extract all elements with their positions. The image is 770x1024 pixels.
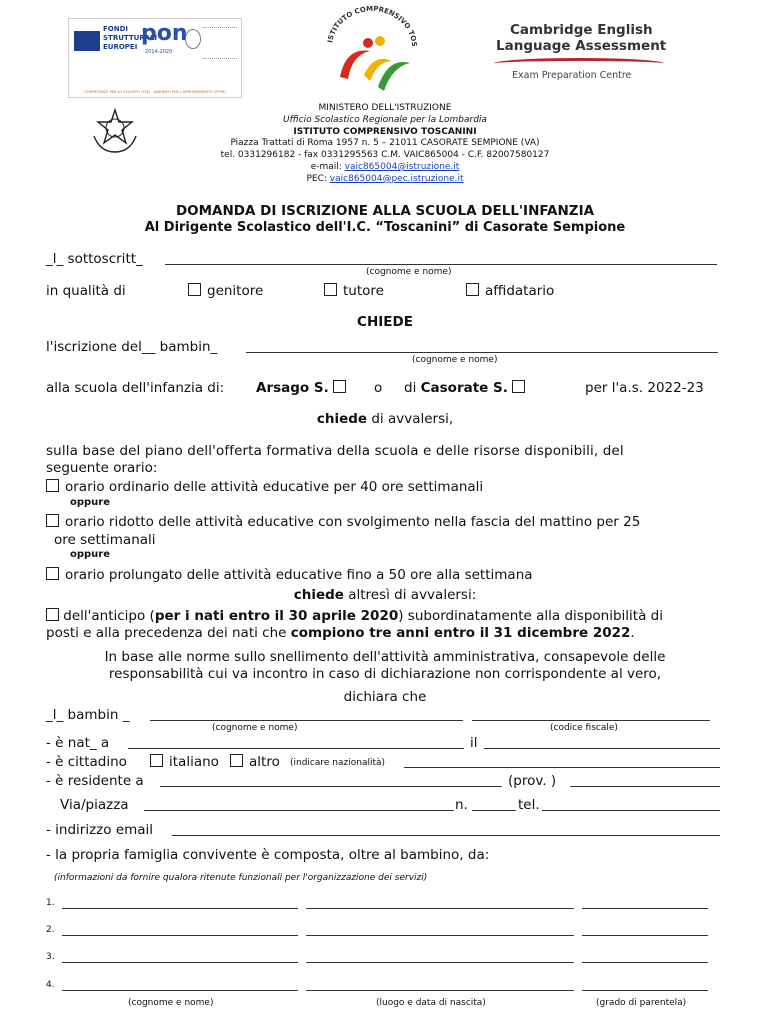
eu-funds-logo: [68, 18, 242, 98]
avail-line: [0, 411, 770, 427]
regional-office: Ufficio Scolastico Regionale per la Lombardia: [283, 114, 487, 125]
cambridge-subtitle: Exam Preparation Centre: [512, 70, 632, 81]
number-label: n.: [455, 797, 468, 813]
residence-field[interactable]: [160, 786, 502, 787]
early-line-2: [46, 625, 635, 641]
checkbox[interactable]: [324, 283, 337, 296]
option-label: affidatario: [485, 283, 555, 299]
requests-heading: CHIEDE: [357, 314, 413, 330]
oppure-label: oppure: [70, 497, 111, 508]
school-option-prefix: di: [404, 380, 421, 396]
family-row-number: 1.: [46, 898, 55, 908]
email-label: e-mail:: [310, 161, 345, 172]
resident-label: - è residente a: [46, 773, 144, 789]
citizen-hint: (indicare nazionalità): [290, 758, 386, 768]
early-text: .: [630, 625, 635, 641]
school-option-label: Casorate S.: [420, 380, 508, 396]
checkbox[interactable]: [466, 283, 479, 296]
eu-flag-icon: [74, 31, 100, 51]
checkbox[interactable]: [46, 608, 59, 621]
ministry-name: MINISTERO DELL'ISTRUZIONE: [318, 103, 452, 113]
italy-emblem-icon: [185, 29, 201, 49]
also-line: [0, 587, 770, 603]
family-member-name-field[interactable]: [62, 962, 298, 963]
email-field-label: - indirizzo email: [46, 822, 154, 838]
child-name-hint: (cognome e nome): [412, 355, 498, 365]
nationality-field[interactable]: [404, 767, 720, 768]
family-member-name-field[interactable]: [62, 908, 298, 909]
family-member-relation-field[interactable]: [582, 908, 708, 909]
citizen-option-other[interactable]: [230, 754, 280, 770]
checkbox[interactable]: [188, 283, 201, 296]
school-year: per l'a.s. 2022-23: [585, 380, 704, 396]
phone-label: tel.: [518, 797, 540, 813]
option-label: genitore: [207, 283, 264, 299]
family-col-birth: (luogo e data di nascita): [376, 998, 486, 1008]
eu-logo-footer: COMPETENZE PER LO SVILUPPO (FSE) - AMBIENTI PER L'APPRENDIMENTO (FESR): [84, 90, 226, 94]
family-member-birth-field[interactable]: [306, 962, 574, 963]
checkbox[interactable]: [46, 514, 59, 527]
child-label: _l_ bambin _: [46, 707, 130, 723]
family-col-relation: (grado di parentela): [596, 998, 687, 1008]
child-tax-code-hint: (codice fiscale): [550, 723, 618, 733]
early-bold: per i nati entro il 30 aprile 2020: [154, 608, 399, 624]
family-member-name-field[interactable]: [62, 935, 298, 936]
eu-logo-line: EUROPEI: [103, 43, 138, 51]
child-name-hint-2: (cognome e nome): [212, 723, 298, 733]
pec-link[interactable]: vaic865004@pec.istruzione.it: [329, 173, 464, 184]
checkbox[interactable]: [230, 754, 243, 767]
enrolment-label: l'iscrizione del__ bambin_: [46, 339, 218, 355]
or-word: o: [374, 380, 383, 396]
citizen-label: - è cittadino: [46, 754, 127, 770]
school-option-label: Arsago S.: [256, 380, 329, 396]
pon-logo-text: pon: [141, 21, 188, 46]
also-bold: chiede: [293, 587, 344, 603]
undersigned-name-field[interactable]: [165, 264, 717, 265]
school-choice-label: alla scuola dell'infanzia di:: [46, 380, 225, 396]
school-name: ISTITUTO COMPRENSIVO TOSCANINI: [293, 126, 477, 137]
birthdate-field[interactable]: [484, 748, 720, 749]
declares-label: dichiara che: [343, 689, 427, 705]
avail-bold: chiede: [316, 411, 368, 427]
option-label: altro: [249, 754, 280, 770]
form-title: DOMANDA DI ISCRIZIONE ALLA SCUOLA DELL'INFANZIA: [175, 203, 595, 219]
checkbox[interactable]: [46, 567, 59, 580]
family-hint: (informazioni da fornire qualora ritenute funzionali per l'organizzazione dei servizi): [54, 873, 428, 883]
cambridge-logo: [492, 18, 672, 84]
child-name-field[interactable]: [246, 352, 718, 353]
checkbox[interactable]: [333, 380, 346, 393]
school-contacts: tel. 0331296182 - fax 0331295563 C.M. VAIC865004 - C.F. 82007580127: [220, 150, 550, 161]
capacity-option-genitore[interactable]: [188, 283, 263, 299]
street-label: Via/piazza: [60, 797, 129, 813]
schedule-label: orario prolungato delle attività educative fino a 50 ore alla settimana: [65, 567, 533, 583]
cambridge-swoosh: [494, 58, 664, 69]
schedule-option-reduced[interactable]: [46, 514, 640, 530]
family-row-number: 4.: [46, 980, 55, 990]
school-option-arsago[interactable]: [256, 380, 352, 396]
family-row-number: 3.: [46, 952, 55, 962]
family-member-relation-field[interactable]: [582, 935, 708, 936]
email-field[interactable]: [172, 835, 720, 836]
family-member-name-field[interactable]: [62, 990, 298, 991]
option-label: tutore: [343, 283, 384, 299]
email-link[interactable]: vaic865004@istruzione.it: [344, 161, 460, 172]
family-member-birth-field[interactable]: [306, 908, 574, 909]
born-on-label: il: [470, 735, 478, 751]
basis-line-1: sulla base del piano dell'offerta formativa della scuola e delle risorse disponibili, del: [46, 443, 624, 459]
pec-label: PEC:: [306, 173, 330, 184]
eu-logo-line: FONDI: [103, 25, 129, 33]
undersigned-label: _l_ sottoscritt_: [46, 251, 143, 267]
family-label: - la propria famiglia convivente è composta, oltre al bambino, da:: [46, 847, 490, 863]
schedule-label: orario ordinario delle attività educative per 40 ore settimanali: [65, 479, 484, 495]
undersigned-hint: (cognome e nome): [366, 267, 452, 277]
checkbox[interactable]: [512, 380, 525, 393]
family-member-birth-field[interactable]: [306, 935, 574, 936]
family-col-name: (cognome e nome): [128, 998, 214, 1008]
birthplace-field[interactable]: [128, 748, 464, 749]
school-logo-arc-text: ISTITUTO COMPRENSIVO TOS: [326, 5, 419, 48]
child-name-field-2[interactable]: [150, 720, 463, 721]
early-text: posti e alla precedenza dei nati che: [46, 625, 291, 641]
school-logo-graphic: [318, 5, 426, 97]
checkbox[interactable]: [150, 754, 163, 767]
school-logo: [318, 5, 426, 97]
legal-line-1: In base alle norme sullo snellimento dell'attività amministrativa, consapevole delle: [104, 649, 666, 665]
number-field[interactable]: [472, 810, 516, 811]
born-label: - è nat_ a: [46, 735, 110, 751]
checkbox[interactable]: [46, 479, 59, 492]
avail-rest: di avvalersi,: [367, 411, 454, 427]
school-address: Piazza Trattati di Roma 1957 n. 5 – 21011 CASORATE SEMPIONE (VA): [230, 138, 540, 149]
pon-years: 2014-2020: [145, 49, 173, 55]
legal-line-2: responsabilità cui va incontro in caso di dichiarazione non corrispondente al vero,: [108, 666, 662, 682]
family-row-number: 2.: [46, 925, 55, 935]
schedule-2-line-2: ore settimanali: [54, 532, 156, 548]
early-text: ) subordinatamente alla disponibilità di: [398, 608, 663, 624]
family-member-relation-field[interactable]: [582, 962, 708, 963]
province-field[interactable]: [570, 786, 720, 787]
child-tax-code-field[interactable]: [472, 720, 710, 721]
phone-field[interactable]: [542, 810, 720, 811]
schedule-option-ordinary[interactable]: [46, 479, 483, 495]
family-member-birth-field[interactable]: [306, 990, 574, 991]
street-field[interactable]: [144, 810, 454, 811]
capacity-label: in qualità di: [46, 283, 126, 299]
early-text: dell'anticipo (: [59, 608, 155, 624]
family-member-relation-field[interactable]: [582, 990, 708, 991]
option-label: italiano: [169, 754, 219, 770]
cambridge-title-1: Cambridge English: [510, 22, 653, 38]
capacity-option-affidatario[interactable]: [466, 283, 554, 299]
form-subtitle: Al Dirigente Scolastico dell'I.C. “Toscanini” di Casorate Sempione: [144, 220, 626, 235]
cambridge-title-2: Language Assessment: [496, 38, 667, 54]
citizen-option-italian[interactable]: [150, 754, 219, 770]
schedule-label: orario ridotto delle attività educative con svolgimento nella fascia del mattino per 25: [65, 514, 641, 530]
also-rest: altresì di avvalersi:: [343, 587, 477, 603]
oppure-label: oppure: [70, 549, 111, 560]
eu-logo-line: STRUTTURALI: [103, 34, 158, 42]
early-entry-option[interactable]: [46, 608, 663, 624]
basis-line-2: seguente orario:: [46, 460, 158, 476]
schedule-option-extended[interactable]: [46, 567, 533, 583]
early-bold: compiono tre anni entro il 31 dicembre 2022: [290, 625, 631, 641]
capacity-option-tutore[interactable]: [324, 283, 384, 299]
school-option-casorate[interactable]: [404, 380, 531, 396]
prov-label: (prov. ): [508, 773, 557, 789]
